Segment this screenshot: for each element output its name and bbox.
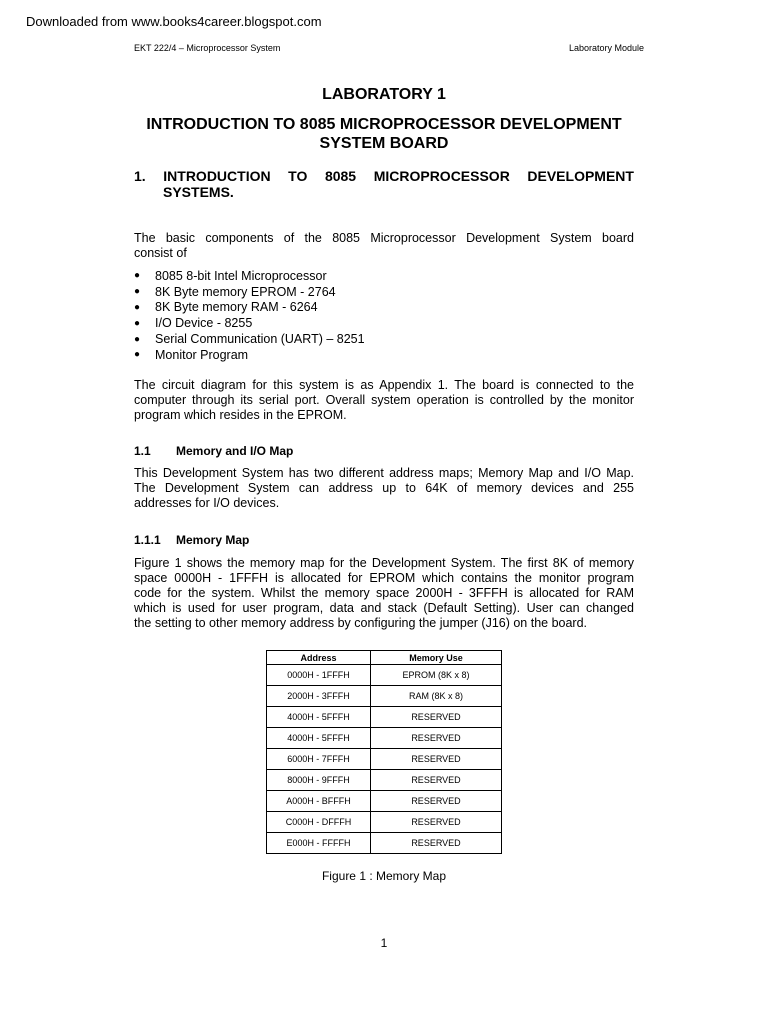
list-item — [134, 315, 634, 331]
section-1-word: MICROPROCESSOR — [373, 168, 510, 184]
table-row — [267, 791, 502, 812]
address-cell: A000H - BFFFH — [267, 791, 371, 812]
bullet-icon: ● — [134, 349, 141, 361]
paragraph-line: The circuit diagram for this system is as Appendix 1. The board is connected to the — [134, 378, 634, 392]
paragraph-line: which is used for user program, data and stack (Default Setting). User can changed — [134, 601, 634, 615]
table-row — [267, 707, 502, 728]
list-item-text: 8K Byte memory EPROM - 2764 — [155, 284, 336, 299]
subsection-number: 1.1 — [134, 444, 151, 458]
paragraph-line: code for the system. Whilst the memory space 2000H - 3FFFH is allocated for RAM — [134, 586, 634, 600]
list-item — [134, 300, 634, 316]
memory-use-cell: EPROM (8K x 8) — [371, 665, 502, 686]
list-item-text: 8K Byte memory RAM - 6264 — [155, 300, 318, 315]
paragraph-line: the setting to other memory address by configuring the jumper (J16) on the board. — [134, 616, 588, 630]
column-header-address: Address — [267, 651, 371, 665]
map-paragraph — [134, 466, 634, 511]
memory-map-table — [266, 650, 502, 854]
bullet-icon: ● — [134, 301, 141, 313]
list-item-text: I/O Device - 8255 — [155, 316, 253, 331]
memory-use-cell: RESERVED — [371, 770, 502, 791]
bullet-icon: ● — [134, 317, 141, 329]
table-row — [267, 749, 502, 770]
list-item-text: 8085 8-bit Intel Microprocessor — [155, 268, 327, 283]
table-header-row — [267, 651, 502, 665]
list-item — [134, 331, 634, 347]
table-row — [267, 833, 502, 854]
circuit-paragraph — [134, 378, 634, 423]
table-row — [267, 686, 502, 707]
paragraph-line: addresses for I/O devices. — [134, 496, 280, 510]
lab-title: LABORATORY 1 — [322, 86, 446, 103]
table-row — [267, 770, 502, 791]
header-course-title: EKT 222/4 – Microprocessor System — [134, 43, 281, 53]
table-row — [267, 665, 502, 686]
address-cell: 0000H - 1FFFH — [267, 665, 371, 686]
subsection-title: Memory Map — [176, 533, 250, 547]
memory-use-cell: RESERVED — [371, 833, 502, 854]
memory-map-paragraph — [134, 556, 634, 631]
memory-use-cell: RESERVED — [371, 812, 502, 833]
section-1-word: TO — [288, 168, 308, 184]
memory-use-cell: RAM (8K x 8) — [371, 686, 502, 707]
paragraph-line: computer through its serial port. Overall system operation is controlled by the monitor — [134, 393, 634, 407]
memory-use-cell: RESERVED — [371, 728, 502, 749]
address-cell: 4000H - 5FFFH — [267, 707, 371, 728]
paragraph-line: program which resides in the EPROM. — [134, 408, 347, 422]
section-1-number: 1. — [134, 168, 146, 184]
address-cell: 2000H - 3FFFH — [267, 686, 371, 707]
main-title-line-1: INTRODUCTION TO 8085 MICROPROCESSOR DEVELOPMENT — [146, 116, 622, 133]
address-cell: 4000H - 5FFFH — [267, 728, 371, 749]
paragraph-line: This Development System has two different address maps; Memory Map and I/O Map. — [134, 466, 634, 480]
address-cell: 8000H - 9FFFH — [267, 770, 371, 791]
subsection-1-1-1-heading — [134, 533, 249, 547]
address-cell: E000H - FFFFH — [267, 833, 371, 854]
component-list — [134, 268, 634, 363]
column-header-memory-use: Memory Use — [371, 651, 502, 665]
list-item — [134, 347, 634, 363]
section-1-word: 8085 — [324, 168, 357, 184]
page-number: 1 — [380, 936, 388, 950]
bullet-icon: ● — [134, 286, 141, 298]
bullet-icon: ● — [134, 270, 141, 282]
paragraph-line: The Development System can address up to 64K of memory devices and 255 — [134, 481, 634, 495]
main-title — [134, 115, 634, 153]
memory-use-cell: RESERVED — [371, 791, 502, 812]
paragraph-line: Figure 1 shows the memory map for the Development System. The first 8K of memory — [134, 556, 634, 570]
list-item-text: Monitor Program — [155, 347, 249, 362]
paragraph-line: space 0000H - 1FFFH is allocated for EPROM which contains the monitor program — [134, 571, 634, 585]
address-cell: C000H - DFFFH — [267, 812, 371, 833]
bullet-icon: ● — [134, 333, 141, 345]
list-item — [134, 284, 634, 300]
address-cell: 6000H - 7FFFH — [267, 749, 371, 770]
list-item — [134, 268, 634, 284]
section-1-word: DEVELOPMENT — [527, 168, 634, 184]
list-item-text: Serial Communication (UART) – 8251 — [155, 332, 365, 347]
section-1-word: INTRODUCTION — [163, 168, 271, 184]
main-title-line-2: SYSTEM BOARD — [319, 135, 449, 152]
subsection-1-1-heading — [134, 444, 293, 458]
table-row — [267, 728, 502, 749]
figure-caption: Figure 1 : Memory Map — [321, 869, 447, 883]
section-1-heading-continuation: SYSTEMS. — [163, 184, 234, 200]
intro-paragraph — [134, 231, 634, 261]
download-source-line: Downloaded from www.books4career.blogspot.com — [26, 14, 322, 29]
table-row — [267, 812, 502, 833]
memory-use-cell: RESERVED — [371, 707, 502, 728]
paragraph-line: consist of — [134, 246, 187, 260]
memory-use-cell: RESERVED — [371, 749, 502, 770]
section-1-heading — [134, 168, 634, 200]
paragraph-line: The basic components of the 8085 Microprocessor Development System board — [134, 231, 634, 245]
subsection-number: 1.1.1 — [134, 533, 161, 547]
header-module-label: Laboratory Module — [568, 43, 644, 53]
subsection-title: Memory and I/O Map — [176, 444, 294, 458]
